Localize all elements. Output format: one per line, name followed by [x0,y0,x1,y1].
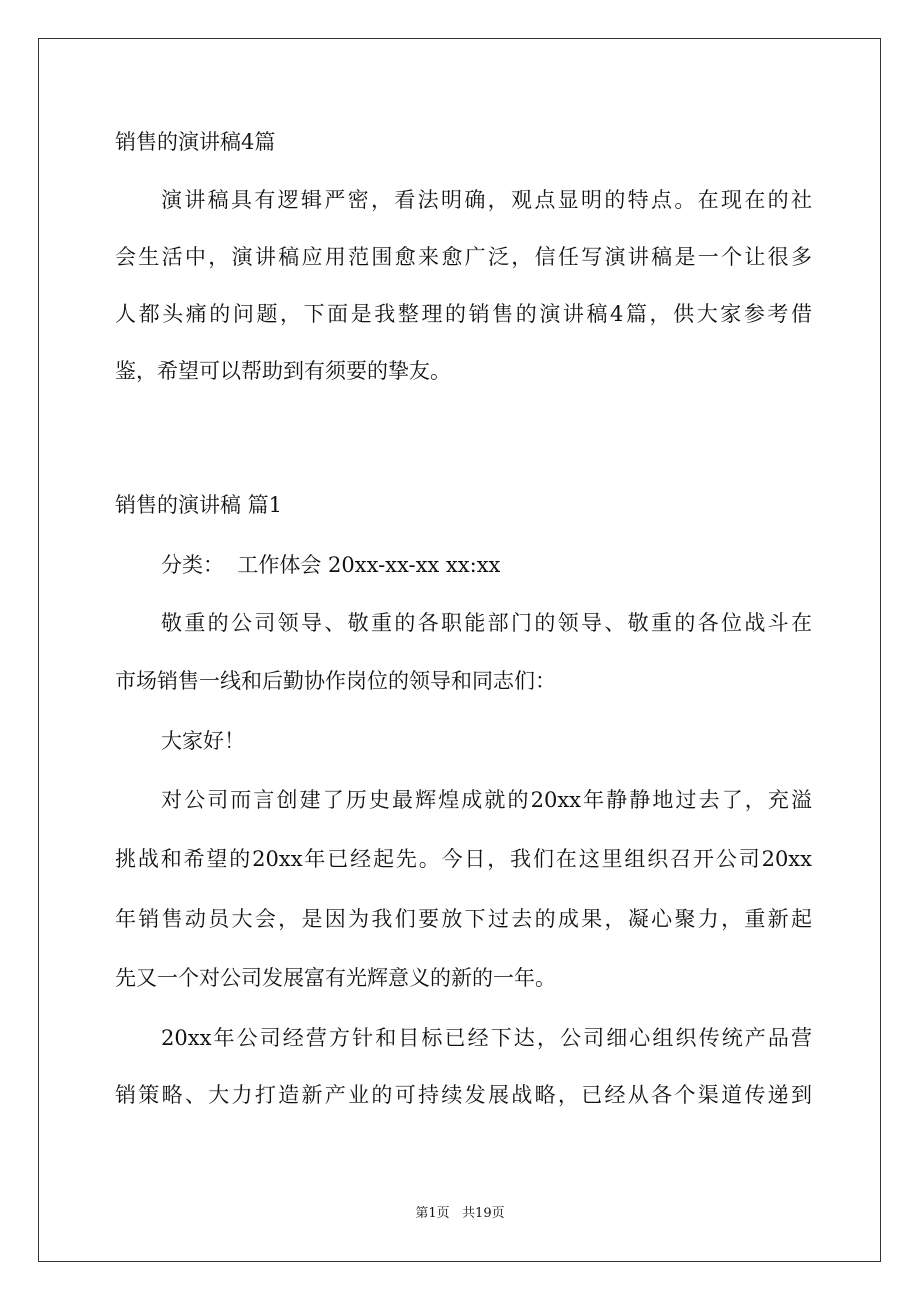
paragraph-line: 销策略、大力打造新产业的可持续发展战略，已经从各个渠道传递到 [115,1083,812,1107]
paragraph-line: 对公司而言创建了历史最辉煌成就的20xx年静静地过去了，充溢 [161,788,812,812]
paragraph-line: 先又一个对公司发展富有光辉意义的新的一年。 [115,966,556,990]
intro-line: 会生活中，演讲稿应用范围愈来愈广泛，信任写演讲稿是一个让很多 [115,245,812,269]
section-title: 销售的演讲稿 篇1 [115,493,283,517]
salutation-line: 市场销售一线和后勤协作岗位的领导和同志们： [115,669,556,693]
salutation-line: 敬重的公司领导、敬重的各职能部门的领导、敬重的各位战斗在 [161,611,812,635]
category-line: 分类： 工作体会 20xx-xx-xx xx:xx [161,553,501,577]
page-border [38,38,881,1262]
paragraph-line: 挑战和希望的20xx年已经起先。今日，我们在这里组织召开公司20xx [115,847,812,871]
intro-line: 演讲稿具有逻辑严密，看法明确，观点显明的特点。在现在的社 [161,188,812,212]
intro-line: 鉴，希望可以帮助到有须要的挚友。 [115,359,451,383]
paragraph-line: 年销售动员大会，是因为我们要放下过去的成果，凝心聚力，重新起 [115,907,812,931]
paragraph-line: 20xx年公司经营方针和目标已经下达，公司细心组织传统产品营 [161,1026,812,1050]
intro-line: 人都头痛的问题，下面是我整理的销售的演讲稿4篇，供大家参考借 [115,302,812,326]
page-number: 第1页 共19页 [415,1206,505,1221]
greeting: 大家好！ [161,729,245,753]
document-title: 销售的演讲稿4篇 [115,130,276,154]
